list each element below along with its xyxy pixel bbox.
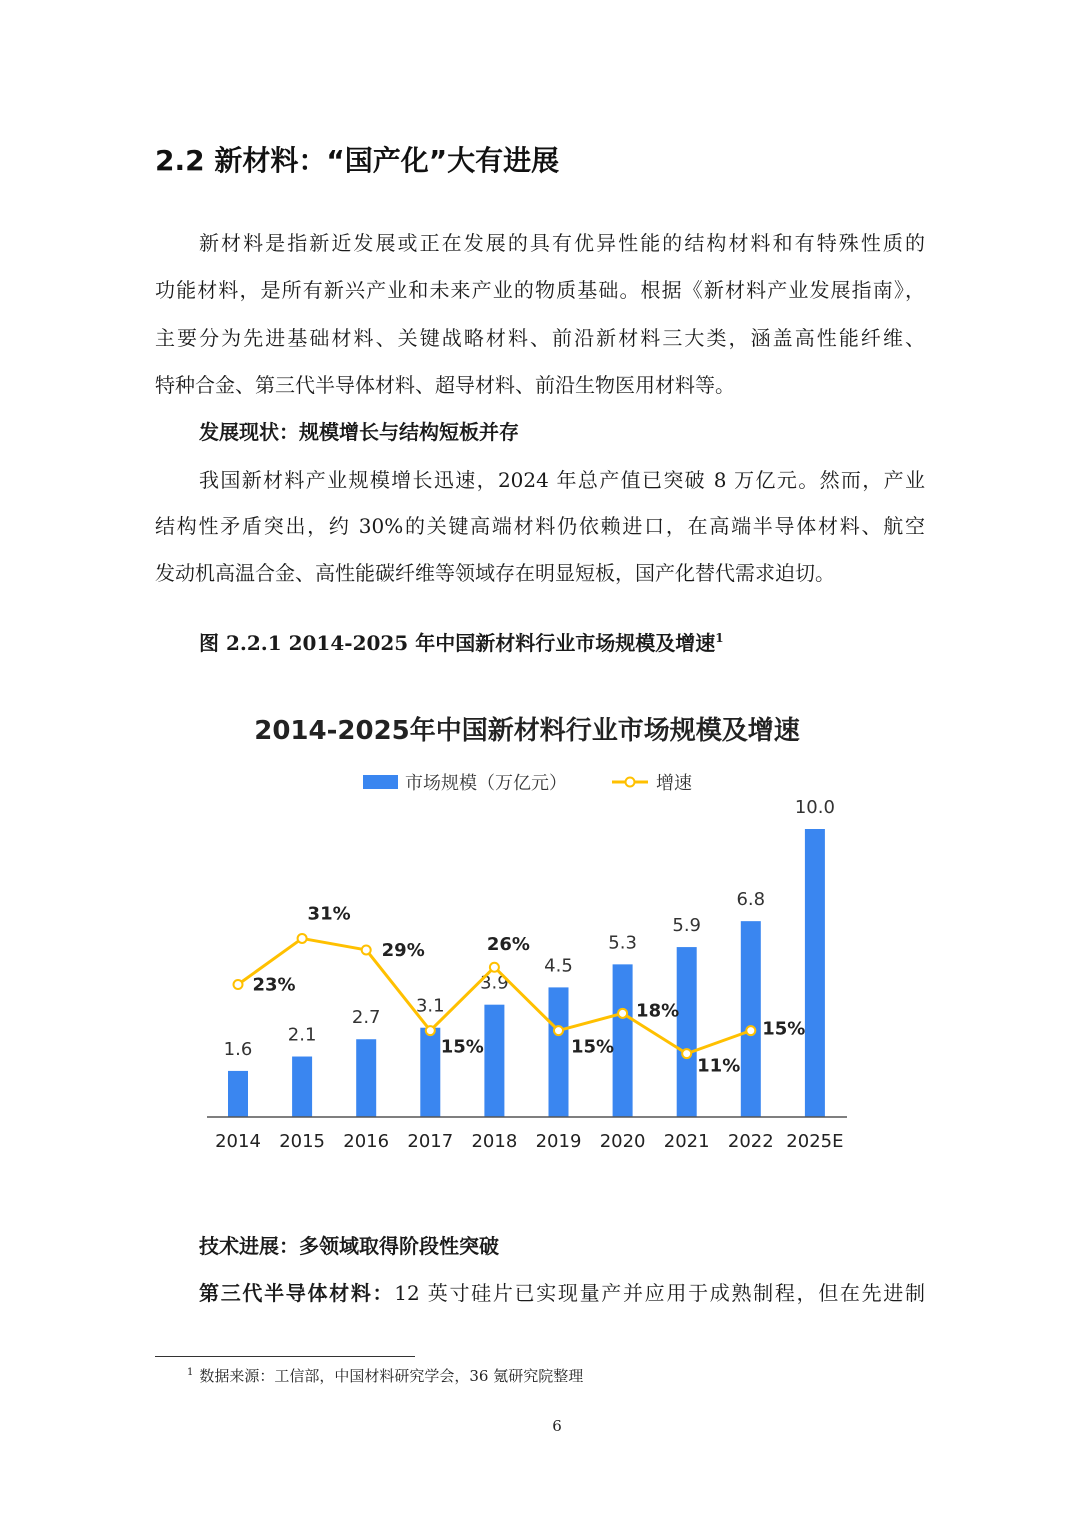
x-tick-2019: 2019 [535,1131,582,1152]
legend-marker-growth [626,778,635,787]
footnote [187,1366,583,1386]
bar-label-2021: 5.9 [672,915,702,937]
x-tick-2021: 2021 [663,1131,710,1152]
bar-label-2022: 6.8 [736,889,766,911]
x-tick-2018: 2018 [471,1131,518,1152]
bar-label-2015: 2.1 [287,1024,317,1046]
page-number: 6 [552,1417,562,1435]
growth-point-2016 [362,945,371,954]
growth-point-2019 [554,1026,563,1035]
legend-label-market-size: 市场规模（万亿元） [405,773,567,794]
growth-label-2015: 31% [307,903,351,925]
section-heading: 2.2 新材料：“国产化”大有进展 [155,144,560,177]
x-tick-2025E: 2025E [786,1131,844,1152]
x-tick-2015: 2015 [279,1131,326,1152]
legend-label-growth: 增速 [656,773,692,794]
footnote-text: 数据来源：工信部，中国材料研究学会，36 氪研究院整理 [199,1367,584,1385]
progress-lead-bold: 第三代半导体材料： [199,1281,395,1305]
bar-2018 [484,1005,504,1117]
growth-label-2017: 15% [440,1036,484,1058]
figure-caption-text: 图 2.2.1 2014-2025 年中国新材料行业市场规模及增速 [199,631,716,655]
status-line-3: 发动机高温合金、高性能碳纤维等领域存在明显短板，国产化替代需求迫切。 [155,561,835,585]
bar-label-2018: 3.9 [480,972,509,994]
growth-point-2017 [426,1026,435,1035]
bar-label-2017: 3.1 [415,995,445,1017]
growth-point-2014 [234,980,243,989]
intro-line-3: 主要分为先进基础材料、关键战略材料、前沿新材料三大类，涵盖高性能纤维、 [155,326,925,350]
legend-swatch-market-size [363,775,398,789]
growth-label-2021: 11% [697,1055,741,1077]
growth-point-2020 [618,1009,627,1018]
growth-label-2014: 23% [252,974,296,996]
growth-point-2021 [682,1049,691,1058]
bar-label-2014: 1.6 [223,1038,253,1060]
growth-label-2022: 15% [762,1018,806,1040]
bar-2022 [741,921,761,1117]
progress-lead-line [199,1278,925,1308]
x-tick-2020: 2020 [599,1131,646,1152]
x-tick-2014: 2014 [215,1131,261,1152]
growth-point-2015 [298,934,307,943]
growth-point-2018 [490,963,499,972]
growth-label-2020: 18% [636,1000,680,1022]
intro-line-4: 特种合金、第三代半导体材料、超导材料、前沿生物医用材料等。 [155,373,735,397]
growth-point-2022 [746,1026,755,1035]
bar-2014 [228,1071,248,1117]
progress-lead-text: 12 英寸硅片已实现量产并应用于成熟制程，但在先进制 [394,1281,925,1305]
progress-heading: 技术进展：多领域取得阶段性突破 [199,1234,499,1258]
growth-label-2019: 15% [570,1036,615,1058]
bar-label-2016: 2.7 [351,1007,381,1029]
bar-2021 [677,947,697,1117]
figure-caption [199,628,925,658]
x-tick-2022: 2022 [727,1131,774,1152]
footnote-rule [155,1356,415,1357]
x-tick-2017: 2017 [407,1131,454,1152]
growth-label-2018: 26% [486,934,530,956]
footnote-ref: 1 [715,631,724,645]
growth-label-2016: 29% [381,939,425,961]
status-line-2: 结构性矛盾突出，约 30%的关键高端材料仍依赖进口，在高端半导体材料、航空 [155,514,925,538]
bar-2020 [613,964,633,1117]
status-line-1: 我国新材料产业规模增长迅速，2024 年总产值已突破 8 万亿元。然而，产业 [199,468,925,492]
intro-line-2: 功能材料，是所有新兴产业和未来产业的物质基础。根据《新材料产业发展指南》， [155,278,925,302]
bar-label-2020: 5.3 [608,932,637,954]
footnote-mark: 1 [187,1367,194,1378]
bar-2025E [805,829,825,1117]
market-size-growth-chart [0,760,1080,1170]
bar-label-2019: 4.5 [544,955,573,977]
bar-2017 [420,1028,440,1117]
bar-2019 [549,987,569,1117]
intro-line-1: 新材料是指新近发展或正在发展的具有优异性能的结构材料和有特殊性质的 [199,231,925,255]
bar-2016 [356,1039,376,1117]
x-tick-2016: 2016 [343,1131,390,1152]
status-heading: 发展现状：规模增长与结构短板并存 [199,420,519,444]
bar-label-2025E: 10.0 [794,797,835,818]
chart-title: 2014-2025年中国新材料行业市场规模及增速 [254,716,800,746]
bar-2015 [292,1057,312,1117]
